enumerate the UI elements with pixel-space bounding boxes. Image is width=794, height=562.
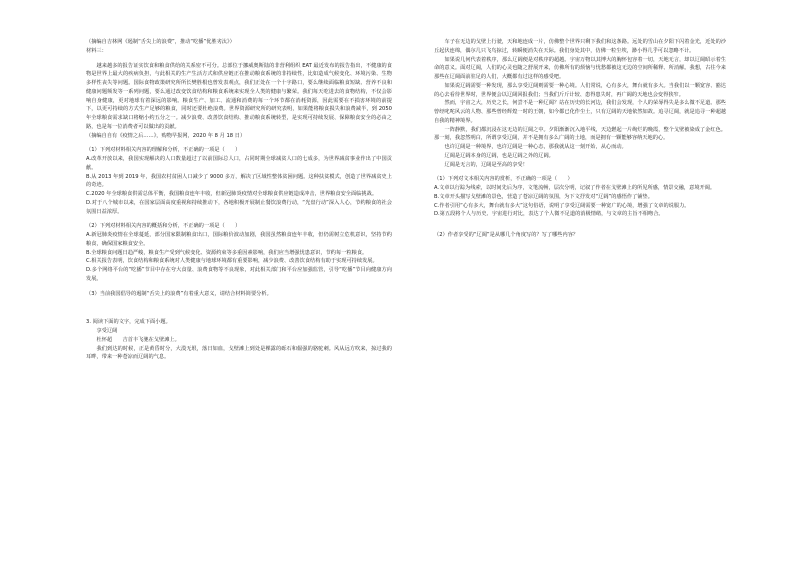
material3-source: （摘编自自有《疫情之后……》，购物早报网，2020 年 8 月 18 日） [86, 132, 246, 139]
reading-question2-stem: （2）作者享受的“辽阔”是从哪几个角度写的？写了哪些内容？ [434, 232, 579, 238]
essay-paragraph: 也许辽阔是一种境界，也许辽阔是一种心态，那我就从这一刻开始，从心而动。 [444, 144, 627, 150]
essay-paragraph: 如果说几何代表着秩序，那么辽阔便是对秩序的超越。宇宙万物以其博大的胸怀包容着一切，天地无言，却以辽阔昭示着生命的意义。面对辽阔，人们的心灵也随之舒展开来，仿佛所有的烦恼与忧愁都被这无边的空间所稀释、所消解。我想，古往今来那些在辽阔面前驻足的人们，大概都有过这样的感受吧。 [434, 56, 726, 80]
reading3-title: 3. 阅读下面的文字，完成下面小题。 [86, 319, 171, 326]
essay-paragraph: 辽阔是无言的，辽阔是至高的享受！ [444, 161, 528, 168]
question2-option-b: B.全球粮食问题日趋严峻，粮食生产受到气候变化、资源约束等多重因素影响，我们应当增强忧患意识，节约每一粒粮食。 [86, 249, 368, 256]
question1-option-d: D.对于八个城市以来，在国家层面高度重视和持续推动下，各地积极开展制止餐饮浪费行动，“光盘行动”深入人心，节约粮食的社会氛围日益浓厚。 [86, 199, 392, 215]
essay-paragraph: 然而，宇宙之大，历史之长，何尝不是一种辽阔？站在历史的长河边，我们会发现，个人的荣辱得失是多么微不足道。那些曾经叱咤风云的人物、那些曾经辉煌一时的王朝，如今都已化作尘土，只有辽阔的天地依然如故。追寻辽阔，就是追寻一种超越自我的精神境界。 [434, 100, 726, 124]
reading-question1-option-d: D.第五段将个人与历史、宇宙进行对比，表达了个人微不足道的消极情绪，与文章的主旨不相吻合。 [434, 211, 664, 218]
source-line: （摘编自吉林网《遏制“舌尖上的浪费”，推动“吃播”优胜劣汰》） [86, 39, 235, 45]
question2-stem: （2）下列对材料相关内容的概括和分析，不正确的一项是（ ） [86, 223, 241, 230]
question1-option-c: C.2020 年全球粮食供需总体平衡，我国粮食连年丰收，但新冠肺炎疫情对全球粮食供应链造成冲击，世界粮食安全面临挑战。 [86, 191, 378, 197]
question2-option-a: A.新冠肺炎疫情在全球蔓延，部分国家限制粮食出口，国际粮价波动加剧，我国虽然粮食连年丰收，但仍需树立危机意识，坚持节约粮食，确保国家粮食安全。 [86, 232, 392, 247]
left-column [86, 38, 392, 362]
reading-question1-option-a: A.文章以行踪为线索，以时间先后为序，文笔流畅，层次分明，记叙了作者在戈壁滩上的所见所感，情景交融，意境开阔。 [434, 185, 716, 191]
question3-stem: （3）当前我国倡导的遏制“舌尖上的浪费”有着重大意义，请结合材料简要分析。 [86, 290, 272, 297]
reading-question1-option-b: B.文章开头描写戈壁滩的景色，营造了苍凉辽阔的氛围，为下文抒发对“辽阔”的感悟作了铺垫。 [434, 193, 653, 200]
essay-paragraph: 辽阔是辽阔本身的辽阔，也是辽阔之外的辽阔。 [444, 152, 554, 159]
question1-option-a: A.改革开放以来，我国实现解决的人口数量超过了以前国际总人口，占同时期全球减贫人口的七成多，为世界减贫事业作出了中国贡献。 [86, 156, 392, 171]
question1-stem: （1）下列对材料相关内容的理解和分析，不正确的一项是（ ） [86, 147, 241, 154]
reading-question1-stem: （1）下列对文本相关内容的赏析，不正确的一项是（ ） [434, 176, 573, 183]
right-column [434, 38, 726, 240]
question2-option-d: D.多个网络平台的“吃播”节目中存在夸大食量、浪费食物等不良现象，对此相关部门和平台应加强监管，引导“吃播”节目向健康方向发展。 [86, 267, 392, 282]
question2-option-c: C.相关报告表明，饮食结构和粮食系统对人类健康与地球环境都有重要影响，减少浪费、改善饮食结构有助于实现可持续发展。 [86, 258, 378, 265]
essay-title: 享受辽阔 [96, 328, 118, 334]
essay-paragraph: 车子在无边的戈壁上行驶，天和地连成一片，仿佛整个世界只剩下我们和这条路。远处的雪山在夕阳下闪着金光，近处的沙丘起伏连绵，偶尔几只飞鸟掠过，转瞬便消失在天际。我们身处其中，仿佛一粒尘埃，渺小得几乎可以忽略不计。 [434, 39, 726, 54]
essay-paragraph: 一阵静默，我们都沉浸在这无边的辽阔之中。夕阳渐渐沉入地平线，天边燃起一片绚烂的晚霞，整个戈壁被染成了金红色。那一刻，我忽然明白，所谓享受辽阔，并不是拥有多么广阔的土地，而是拥有一颗能够容纳天地的心。 [434, 126, 726, 142]
essay-paragraph: 我们到达的时候，正是黄昏时分，大漠无垠，落日如血，戈壁滩上到处是裸露的砾石和倔强的骆驼刺。风从远方吹来，掠过我的耳畔，带来一种苍凉而辽阔的气息。 [86, 345, 392, 361]
essay-paragraph: 如果说辽阔需要一种发现，那么享受辽阔则需要一种心境。人们常说，心有多大，舞台就有多大。当我们以一颗宽容、豁达的心去看待世界时，世界便会以辽阔回报我们；当我们斤斤计较、患得患失时，再广阔的天地也会变得狭窄。 [434, 82, 726, 98]
material3-label: 材料三： [86, 47, 107, 54]
question1-option-b: B.从 2013 年到 2019 年，我国农村贫困人口减少了 9000 多万，解决了区域性整体贫困问题。这种扶贫模式，创造了世界减贫史上的奇迹。 [86, 173, 392, 189]
reading-question1-option-c: C.作者引用“心有多大，舞台就有多大”这句俗语，说明了享受辽阔需要一种宽广的心境，增强了文章的说服力。 [434, 202, 690, 209]
essay-author: 杜怀超 吉首丰飞驰在戈壁滩上。 [96, 336, 180, 343]
material3-text: 越来越多的报告证实饮食和粮食供给的关系密不可分。总部位于挪威奥斯陆的非营利组织 EAT 最近发布的报告指出，不健康的食物是世界上最大的疾病负担，与此相关的生产生活方式和供应链正在推动粮食系统的非持续性，比如造成气候变化、环境污染、生物多样性丧失等问题。国际食物政策研究所所长樊胜根也曾发表观点，我们正处在一个十字路口，要么继续面临粮食短缺、营养不良和健康问题频发等一系列问题，要么通过改变饮食结构和粮食系统来实现全人类的健康与繁荣。我们每天吃进去的食物结构，不仅会影响自身健康，更对地球有着深远的影响。粮食生产、加工、流通和消费的每一个环节都在消耗资源，因此需要在不损害环境的前提下，以更可持续的方式生产足够的粮食，同时还要杜绝浪费。世界资源研究所的研究表明，如果能将粮食损失和浪费减半，到 2050 年全球粮食需求缺口将缩小约五分之一。减少浪费、改善饮食结构、推动粮食系统转型，是实现可持续发展、保障粮食安全的必由之路，也是每一位消费者可以做出的贡献。 [86, 62, 392, 130]
